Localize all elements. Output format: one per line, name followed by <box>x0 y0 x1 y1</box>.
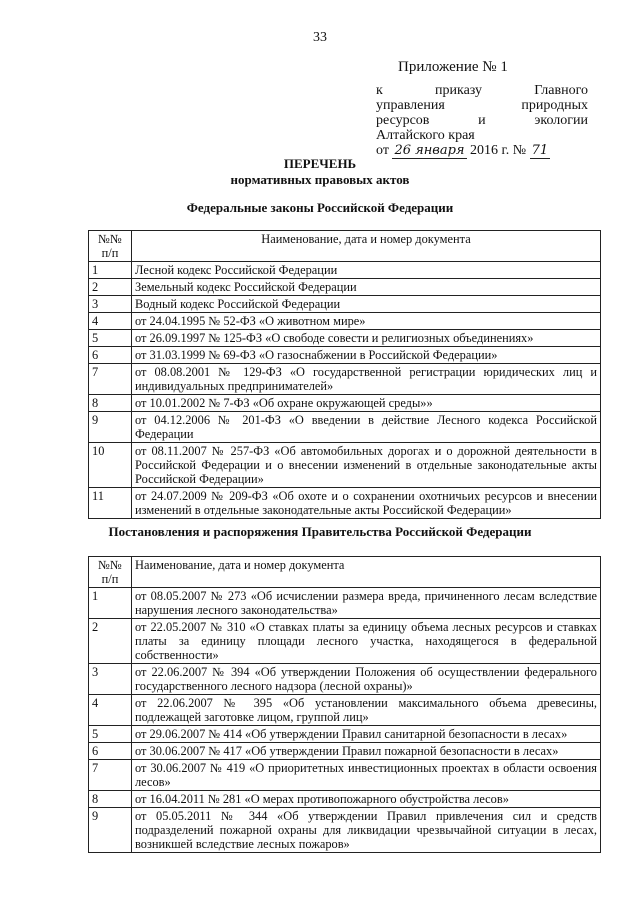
document-name: от 26.09.1997 № 125-ФЗ «О свободе совести и религиозных объединениях» <box>132 330 601 347</box>
page-number: 33 <box>313 30 327 45</box>
row-number: 2 <box>89 279 132 296</box>
document-name: от 22.05.2007 № 310 «О ставках платы за единицу объема лесных ресурсов и ставках платы за единицу площади лесного участка, находящегося в федеральной собственности» <box>132 619 601 664</box>
table-header-row <box>89 557 601 588</box>
row-number: 8 <box>89 791 132 808</box>
table-row <box>89 619 601 664</box>
federal-laws-body <box>89 262 601 519</box>
row-number: 4 <box>89 313 132 330</box>
document-name: Земельный кодекс Российской Федерации <box>132 279 601 296</box>
date-prefix: от <box>376 143 389 158</box>
document-name: от 31.03.1999 № 69-ФЗ «О газоснабжении в Российской Федерации» <box>132 347 601 364</box>
document-name: от 24.04.1995 № 52-ФЗ «О животном мире» <box>132 313 601 330</box>
document-name: от 16.04.2011 № 281 «О мерах противопожарного обустройства лесов» <box>132 791 601 808</box>
row-number: 7 <box>89 760 132 791</box>
table-row <box>89 588 601 619</box>
document-name: от 30.06.2007 № 419 «О приоритетных инвестиционных проектах в области освоения лесов» <box>132 760 601 791</box>
row-number: 6 <box>89 743 132 760</box>
column-header-number: №№ п/п <box>89 557 132 588</box>
column-header-name: Наименование, дата и номер документа <box>132 557 601 588</box>
column-header-name: Наименование, дата и номер документа <box>132 231 601 262</box>
doc-heading-subtitle: нормативных правовых актов <box>230 172 410 187</box>
table-row <box>89 395 601 412</box>
federal-laws-table <box>88 230 601 519</box>
table-row <box>89 347 601 364</box>
row-number: 7 <box>89 364 132 395</box>
document-name: от 05.05.2011 № 344 «Об утверждении Правил привлечения сил и средств подразделений пожарной охраны для ликвидации чрезвычайной ситуации в лесах, возникшей вследствие лесных пожаров» <box>132 808 601 853</box>
appendix-line-1: к приказу Главного <box>376 83 588 98</box>
appendix-line-3: ресурсов и экологии <box>376 113 588 128</box>
table-row <box>89 488 601 519</box>
row-number: 9 <box>89 808 132 853</box>
row-number: 5 <box>89 330 132 347</box>
table-row <box>89 279 601 296</box>
row-number: 11 <box>89 488 132 519</box>
column-header-number: №№ п/п <box>89 231 132 262</box>
section2-title: Постановления и распоряжения Правительства Российской Федерации <box>108 524 532 539</box>
document-name: от 22.06.2007 № 394 «Об утверждении Положения об осуществлении федерального государственного лесного надзора (лесной охраны)» <box>132 664 601 695</box>
row-number: 10 <box>89 443 132 488</box>
handwritten-date: 26 января <box>394 143 465 158</box>
table-row <box>89 262 601 279</box>
doc-heading-title: ПЕРЕЧЕНЬ <box>283 156 357 171</box>
appendix-block <box>376 60 588 159</box>
row-number: 2 <box>89 619 132 664</box>
row-number: 9 <box>89 412 132 443</box>
row-number: 3 <box>89 664 132 695</box>
document-name: от 29.06.2007 № 414 «Об утверждении Правил санитарной безопасности в лесах» <box>132 726 601 743</box>
document-name: от 22.06.2007 № 395 «Об установлении максимального объема древесины, подлежащей заготовке лицом, группой лиц» <box>132 695 601 726</box>
document-name: от 08.08.2001 № 129-ФЗ «О государственной регистрации юридических лиц и индивидуальных предпринимателей» <box>132 364 601 395</box>
table-row <box>89 726 601 743</box>
document-name: от 30.06.2007 № 417 «Об утверждении Правил пожарной безопасности в лесах» <box>132 743 601 760</box>
document-name: Водный кодекс Российской Федерации <box>132 296 601 313</box>
table-row <box>89 695 601 726</box>
table-row <box>89 296 601 313</box>
table-row <box>89 364 601 395</box>
document-name: от 08.11.2007 № 257-ФЗ «Об автомобильных дорогах и о дорожной деятельности в Российской Федерации и о внесении изменений в отдельные законодательные акты Российской Федерации» <box>132 443 601 488</box>
document-name: от 08.05.2007 № 273 «Об исчислении размера вреда, причиненного лесам вследствие нарушения лесного законодательства» <box>132 588 601 619</box>
table-row <box>89 791 601 808</box>
table-row <box>89 313 601 330</box>
row-number: 3 <box>89 296 132 313</box>
table-row <box>89 412 601 443</box>
appendix-line-2: управления природных <box>376 98 588 113</box>
handwritten-number: 71 <box>531 143 549 158</box>
document-name: от 10.01.2002 № 7-ФЗ «Об охране окружающей среды»» <box>132 395 601 412</box>
table-row <box>89 760 601 791</box>
table-row <box>89 664 601 695</box>
year-text: 2016 г. № <box>470 143 527 158</box>
government-acts-body <box>89 588 601 853</box>
row-number: 1 <box>89 262 132 279</box>
row-number: 1 <box>89 588 132 619</box>
document-name: от 04.12.2006 № 201-ФЗ «О введении в действие Лесного кодекса Российской Федерации <box>132 412 601 443</box>
row-number: 5 <box>89 726 132 743</box>
table-row <box>89 743 601 760</box>
table-header-row <box>89 231 601 262</box>
row-number: 6 <box>89 347 132 364</box>
appendix-title: Приложение № 1 <box>398 59 508 75</box>
table-row <box>89 808 601 853</box>
table-row <box>89 330 601 347</box>
document-name: Лесной кодекс Российской Федерации <box>132 262 601 279</box>
document-name: от 24.07.2009 № 209-ФЗ «Об охоте и о сохранении охотничьих ресурсов и внесении изменений в отдельные законодательные акты Российской Федерации» <box>132 488 601 519</box>
row-number: 8 <box>89 395 132 412</box>
section1-title: Федеральные законы Российской Федерации <box>186 200 454 215</box>
appendix-line-4: Алтайского края <box>376 128 475 143</box>
table-row <box>89 443 601 488</box>
row-number: 4 <box>89 695 132 726</box>
government-acts-table <box>88 556 601 853</box>
